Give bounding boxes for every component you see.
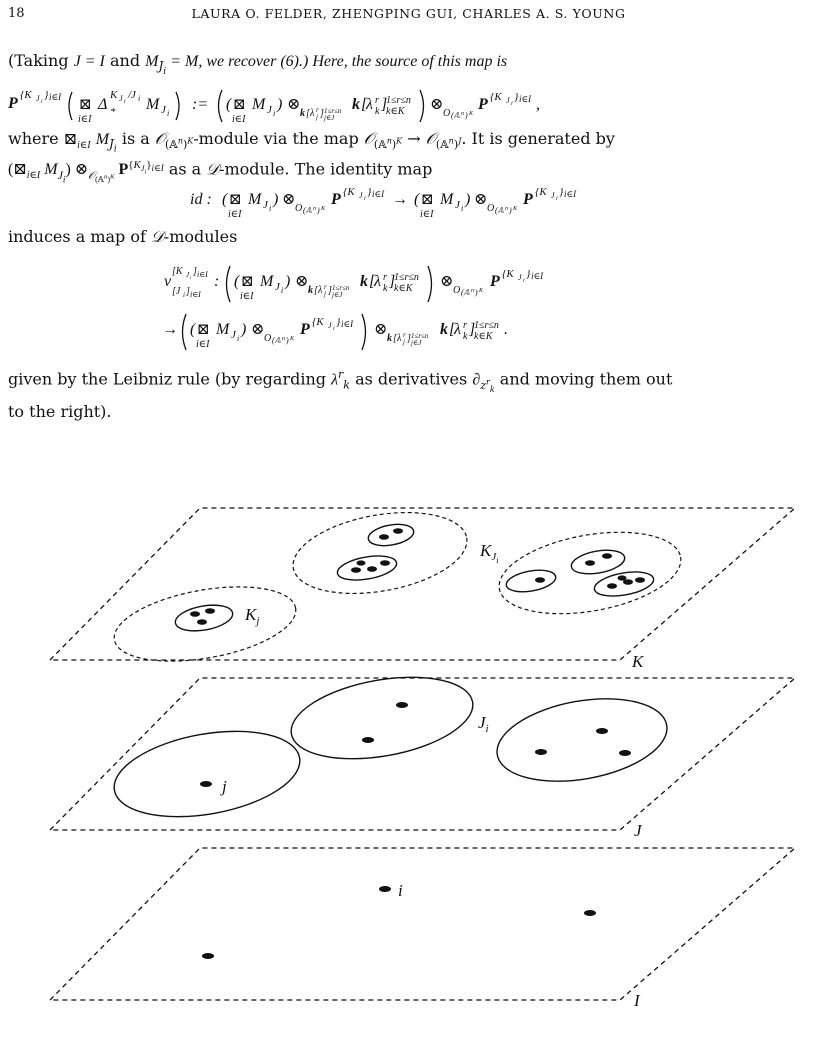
svg-text:O: O: [264, 333, 272, 344]
svg-text:J: J: [267, 104, 272, 116]
svg-text:M: M: [440, 191, 454, 208]
svg-text:): ): [285, 273, 291, 290]
svg-text:M: M: [248, 191, 262, 208]
svg-text:): ): [273, 191, 279, 208]
svg-text:i: i: [167, 109, 170, 118]
plane-K: [50, 508, 795, 660]
svg-text:J: J: [455, 199, 460, 211]
label-I: I: [634, 991, 640, 1010]
svg-text:}: }: [367, 186, 372, 198]
svg-text:λ: λ: [318, 285, 323, 296]
svg-text:r: r: [463, 320, 467, 331]
svg-text:i: i: [523, 278, 525, 284]
svg-text:}: }: [44, 89, 49, 101]
paragraph-where: where $⊠_{i\in I}$ $M_{J_i}$ is a 𝒪$_{(𝔸^n)^K}$-module via the map 𝒪$_{(𝔸^n)^K}$ → 𝒪$_{(𝔸^n)^J}$. It is generated by: [8, 129, 615, 155]
svg-text:i∈I: i∈I: [78, 114, 92, 125]
svg-text:M: M: [252, 96, 266, 113]
svg-text:O: O: [443, 108, 451, 119]
svg-text:1≤r≤n: 1≤r≤n: [474, 320, 499, 331]
svg-text:k∈K: k∈K: [394, 283, 413, 294]
svg-text:M: M: [146, 96, 160, 113]
svg-text:r: r: [375, 95, 379, 106]
svg-text:1≤r≤n: 1≤r≤n: [394, 272, 419, 283]
svg-text:⊠: ⊠: [233, 97, 246, 113]
svg-text:k: k: [463, 331, 468, 342]
svg-text:i∈I: i∈I: [228, 209, 242, 220]
svg-text:(𝔸: (𝔸: [461, 288, 470, 297]
svg-text:i: i: [511, 101, 513, 107]
svg-text:}: }: [336, 316, 341, 328]
svg-text:J: J: [518, 273, 522, 282]
svg-text:): ): [509, 206, 512, 215]
svg-text:[J: [J: [172, 286, 181, 297]
svg-text:i∈I: i∈I: [240, 291, 254, 302]
svg-text:J: J: [551, 191, 555, 200]
point-j: [200, 781, 212, 787]
svg-text:]: ]: [193, 266, 197, 277]
svg-text:λ: λ: [366, 96, 373, 113]
label-J-i: $J_i$: [478, 713, 489, 735]
svg-text:{K: {K: [312, 316, 324, 328]
svg-text:i∈I: i∈I: [196, 339, 210, 350]
svg-text:n: n: [471, 288, 474, 294]
svg-text:i∈I: i∈I: [197, 270, 208, 279]
svg-text:]: ]: [328, 285, 332, 296]
svg-text:1≤r≤n: 1≤r≤n: [411, 332, 429, 340]
svg-text:i: i: [269, 204, 272, 213]
svg-text:.: .: [504, 321, 508, 338]
svg-text:[: [: [393, 333, 397, 344]
paragraph-taking: (Taking J = I and $M_{J_i} = M$, we recover (6).) Here, the source of this map is: [8, 51, 508, 77]
svg-text:i: i: [183, 291, 185, 299]
svg-text:r: r: [316, 106, 319, 114]
svg-text:[: [: [306, 108, 310, 119]
display-equation-v-map: [0, 252, 817, 356]
svg-text:/J: /J: [128, 89, 136, 101]
label-K: K: [632, 652, 644, 671]
svg-text:k: k: [375, 106, 380, 117]
svg-text:): ): [475, 288, 478, 297]
svg-text:v: v: [164, 273, 172, 290]
svg-text:P: P: [523, 191, 533, 208]
running-header: [0, 6, 817, 26]
svg-text::=: :=: [192, 96, 209, 113]
block-right: [491, 687, 674, 794]
svg-text:]: ]: [186, 286, 190, 297]
svg-text:P: P: [478, 96, 488, 113]
svg-text:i: i: [124, 99, 126, 105]
svg-text:i: i: [333, 326, 335, 332]
svg-text:⊗: ⊗: [282, 191, 296, 208]
svg-text:K: K: [469, 111, 474, 117]
svg-text:1≤r≤n: 1≤r≤n: [332, 284, 350, 292]
svg-text:i∈I: i∈I: [564, 189, 577, 199]
svg-text:(: (: [222, 191, 228, 208]
svg-text:{K: {K: [343, 186, 355, 198]
svg-text:j: j: [316, 113, 318, 121]
svg-text:i∈I: i∈I: [49, 92, 62, 102]
svg-text:O: O: [453, 285, 461, 296]
label-i: i: [398, 881, 403, 900]
svg-text:i: i: [138, 94, 141, 103]
label-J: J: [634, 821, 642, 840]
svg-text:O: O: [487, 203, 495, 214]
svg-text:i: i: [461, 204, 464, 213]
svg-text:r: r: [383, 272, 387, 283]
svg-text:λ: λ: [310, 108, 315, 119]
page-number: 18: [8, 6, 25, 21]
svg-text:P: P: [331, 191, 341, 208]
svg-text:): ): [317, 206, 320, 215]
svg-text:⊠: ⊠: [197, 322, 210, 338]
svg-text:{K: {K: [535, 186, 547, 198]
svg-text:k: k: [308, 285, 313, 296]
svg-text:[: [: [449, 321, 456, 338]
label-j: j: [222, 777, 227, 796]
block-middle: [285, 665, 479, 772]
paragraph-leibniz: given by the Leibniz rule (by regarding $\lambda^r_k$ as derivatives $\partial_{z^r_k}$ and moving them out to the right).: [8, 368, 673, 421]
svg-text:J: J: [275, 281, 280, 293]
svg-text:}: }: [514, 91, 519, 103]
svg-text:j∈J: j∈J: [332, 291, 343, 299]
svg-text:n: n: [461, 111, 464, 117]
svg-text:K: K: [110, 89, 118, 101]
svg-text:⊗: ⊗: [374, 321, 388, 338]
svg-text:K: K: [513, 206, 518, 212]
svg-text:): ): [241, 321, 247, 338]
point-i: [379, 886, 391, 892]
svg-text:i: i: [41, 99, 43, 105]
svg-text:⊠: ⊠: [79, 97, 92, 113]
svg-text:i: i: [237, 334, 240, 343]
svg-text:r: r: [403, 331, 406, 339]
svg-text:i: i: [364, 196, 366, 202]
svg-text:(𝔸: (𝔸: [451, 111, 460, 120]
plane-I: [50, 848, 795, 1000]
svg-text:]: ]: [381, 96, 388, 113]
svg-text:(𝔸: (𝔸: [303, 206, 312, 215]
svg-text:i∈I: i∈I: [420, 209, 434, 220]
svg-text:⊗: ⊗: [430, 96, 444, 113]
svg-text:J: J: [506, 96, 510, 105]
svg-text:i∈I: i∈I: [531, 271, 544, 281]
svg-text:P: P: [300, 321, 310, 338]
svg-text:k: k: [383, 283, 388, 294]
svg-text:{K: {K: [502, 268, 514, 280]
svg-text:j∈J: j∈J: [411, 339, 422, 347]
svg-text:K: K: [321, 206, 326, 212]
svg-text:→: →: [392, 191, 408, 208]
svg-text:⊗: ⊗: [251, 321, 265, 338]
svg-text:*: *: [110, 106, 116, 118]
svg-text:): ): [286, 336, 289, 345]
svg-text:[K: [K: [172, 266, 183, 277]
svg-text:⊠: ⊠: [229, 192, 242, 208]
svg-text:k: k: [360, 273, 368, 290]
svg-text:,: ,: [536, 96, 540, 113]
svg-text:i: i: [281, 286, 284, 295]
svg-text:n: n: [313, 206, 316, 212]
svg-text:i∈I: i∈I: [232, 114, 246, 125]
svg-text:⊗: ⊗: [474, 191, 488, 208]
svg-text:M: M: [216, 321, 230, 338]
svg-text:⊗: ⊗: [287, 96, 301, 113]
svg-text:λ: λ: [374, 273, 381, 290]
svg-text:]: ]: [407, 333, 411, 344]
svg-text:): ): [465, 111, 468, 120]
svg-text:⊠: ⊠: [421, 192, 434, 208]
svg-text:n: n: [282, 336, 285, 342]
svg-text:k: k: [440, 321, 448, 338]
svg-text:K: K: [479, 288, 484, 294]
block-left: [107, 718, 306, 829]
paragraph-induces: induces a map of 𝒟-modules: [8, 227, 238, 246]
svg-text:i∈I: i∈I: [372, 189, 385, 199]
svg-text:[: [: [314, 285, 318, 296]
svg-text:(𝔸: (𝔸: [272, 336, 281, 345]
svg-text:): ): [465, 191, 471, 208]
svg-text:(: (: [226, 96, 232, 113]
svg-text:(: (: [414, 191, 420, 208]
svg-text:): ): [277, 96, 283, 113]
svg-text:[: [: [369, 273, 376, 290]
svg-text:1≤r≤n: 1≤r≤n: [386, 95, 411, 106]
svg-text:r: r: [324, 283, 327, 291]
svg-text:⊗: ⊗: [295, 273, 309, 290]
svg-text:(𝔸: (𝔸: [495, 206, 504, 215]
svg-text:j∈J: j∈J: [324, 114, 335, 122]
svg-text::: :: [214, 273, 220, 290]
svg-text:[: [: [361, 96, 368, 113]
svg-text:λ: λ: [454, 321, 461, 338]
svg-text:⊠: ⊠: [241, 274, 254, 290]
svg-text:J: J: [359, 191, 363, 200]
svg-text:j: j: [324, 290, 326, 298]
svg-text:→: →: [162, 321, 178, 338]
svg-text:}: }: [559, 186, 564, 198]
svg-text:i∈I: i∈I: [519, 94, 532, 104]
svg-text:i: i: [556, 196, 558, 202]
svg-text:P: P: [490, 273, 500, 290]
display-equation-identity: [0, 182, 817, 220]
running-header-authors: LAURA O. FELDER, ZHENGPING GUI, CHARLES A. S. YOUNG: [191, 6, 626, 21]
dashed-group-middle: [287, 500, 474, 605]
svg-text:1≤r≤n: 1≤r≤n: [324, 107, 342, 115]
svg-text:{K: {K: [20, 89, 32, 101]
svg-text:J: J: [231, 329, 236, 341]
cluster-left: [173, 601, 234, 635]
plane-J: [50, 678, 795, 830]
svg-text:J: J: [161, 104, 166, 116]
label-K-J-i: $K_Ji$: [480, 541, 499, 565]
svg-text:J: J: [328, 321, 332, 330]
svg-text:k: k: [352, 96, 360, 113]
svg-text:k∈K: k∈K: [474, 331, 493, 342]
svg-text:k∈K: k∈K: [386, 106, 405, 117]
svg-text:i: i: [190, 276, 192, 281]
svg-text:]: ]: [320, 108, 324, 119]
svg-text:J: J: [186, 271, 190, 279]
svg-text:λ: λ: [397, 333, 402, 344]
svg-text:k: k: [300, 108, 305, 119]
svg-text:i∈I: i∈I: [190, 290, 201, 299]
display-equation-source: [0, 78, 817, 126]
svg-text:Δ: Δ: [98, 96, 108, 113]
svg-text:J: J: [119, 94, 123, 103]
svg-text:{K: {K: [490, 91, 502, 103]
svg-text:O: O: [295, 203, 303, 214]
svg-text:K: K: [290, 336, 295, 342]
svg-text:j: j: [403, 338, 405, 346]
svg-text:J: J: [36, 94, 40, 103]
svg-text:J: J: [263, 199, 268, 211]
svg-text:]: ]: [469, 321, 476, 338]
svg-text:(: (: [234, 273, 240, 290]
svg-text:}: }: [526, 268, 531, 280]
svg-text:i∈I: i∈I: [341, 319, 354, 329]
svg-text:]: ]: [389, 273, 396, 290]
svg-text:(: (: [190, 321, 196, 338]
label-K-j: $K_j$: [245, 605, 260, 627]
svg-text:M: M: [260, 273, 274, 290]
svg-text:P: P: [8, 95, 18, 112]
svg-text:⊗: ⊗: [440, 273, 454, 290]
svg-text:id :: id :: [190, 191, 212, 208]
layered-partition-figure: [0, 490, 817, 1030]
svg-text:n: n: [505, 206, 508, 212]
paragraph-generated: ($⊠_{i\in I}$ $M_{J_i}$) $\otimes_{𝒪_{(𝔸^n)^K}}$ $P^{\{K_{J_i}\}_{i\in I}}$ as a 𝒟-module. The identity map: [8, 159, 433, 184]
svg-text:k: k: [387, 333, 392, 344]
svg-text:i: i: [273, 109, 276, 118]
